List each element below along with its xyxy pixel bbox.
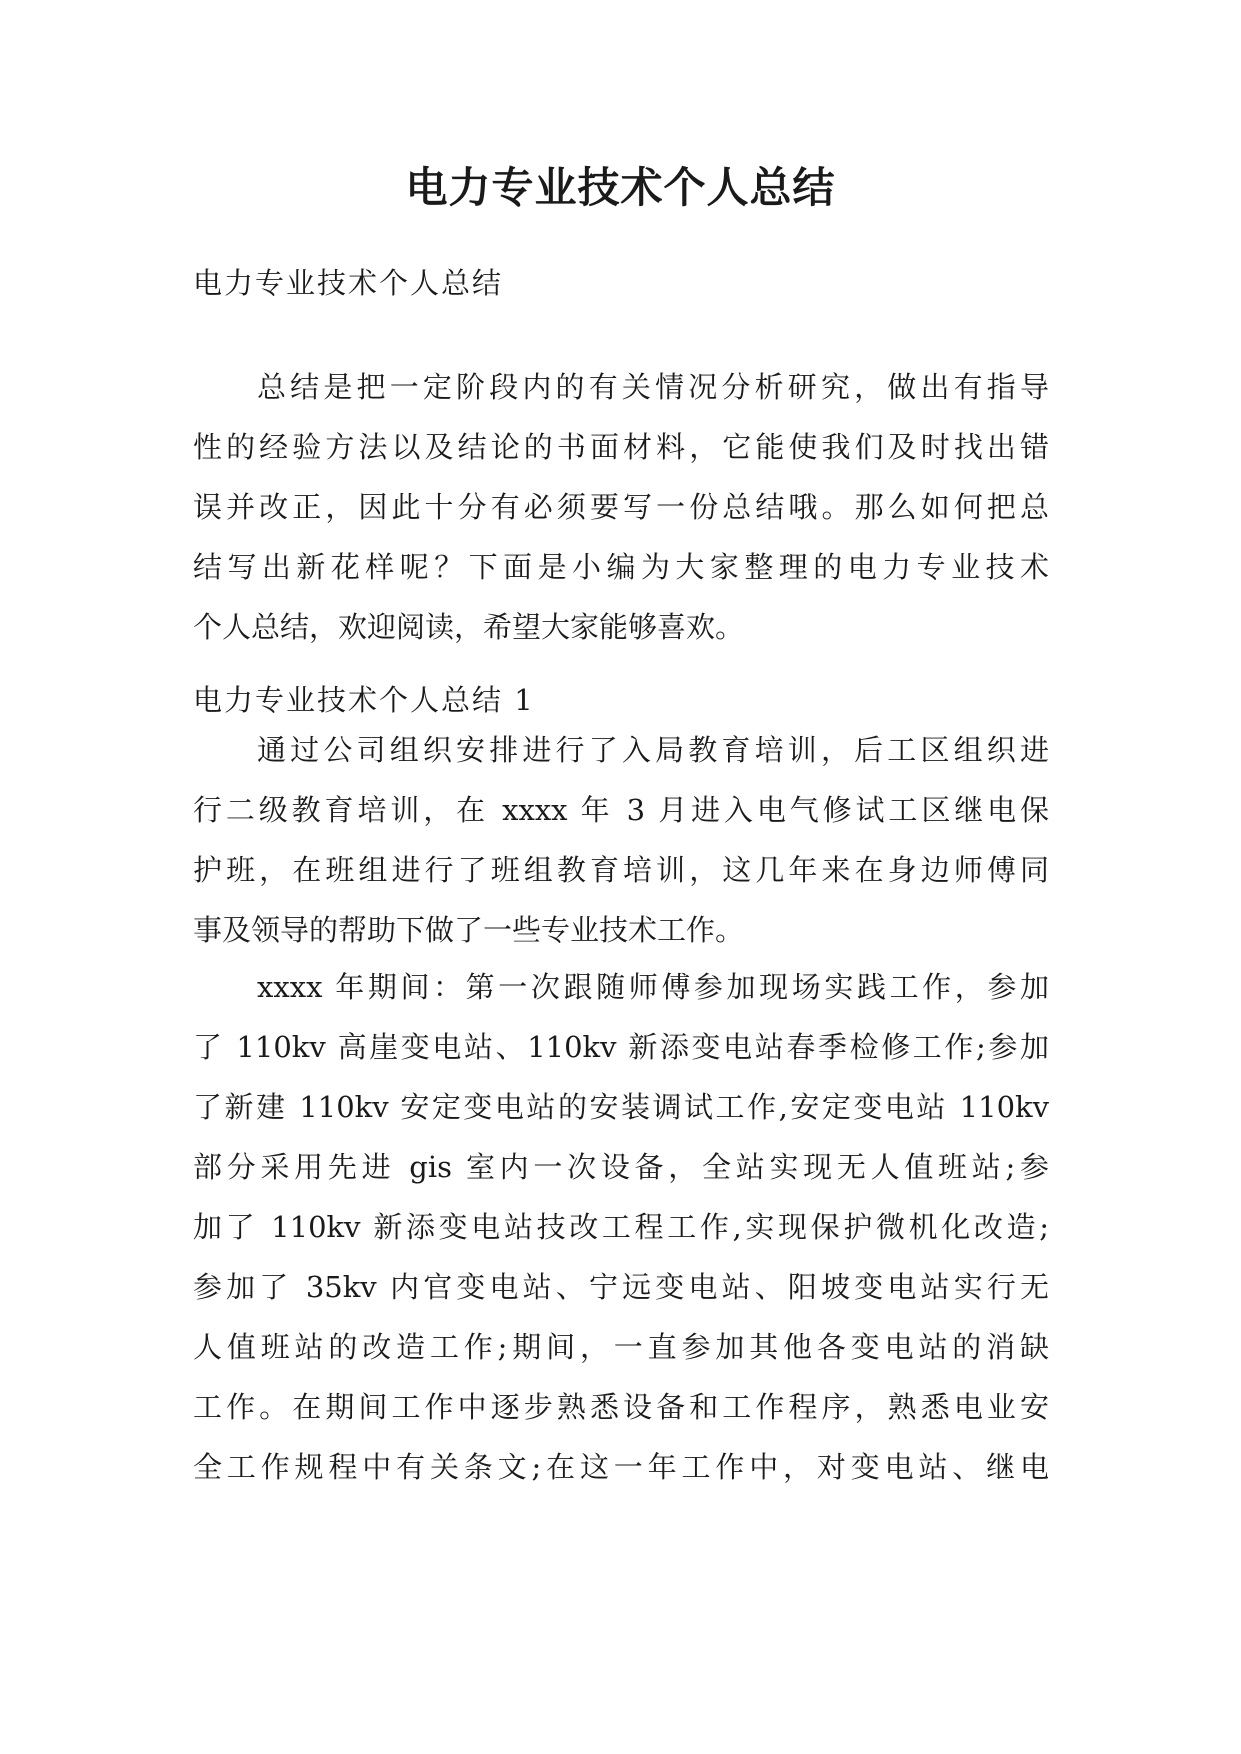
- body-line: 参加了 35kv 内官变电站、宁远变电站、阳坡变电站实行无: [193, 1270, 1049, 1304]
- section1-paragraph-1: [193, 720, 1049, 960]
- body-line: 工作。在期间工作中逐步熟悉设备和工作程序，熟悉电业安: [193, 1390, 1049, 1424]
- intro-line: 个人总结，欢迎阅读，希望大家能够喜欢。: [193, 610, 745, 644]
- body-line: 了 110kv 高崖变电站、110kv 新添变电站春季检修工作;参加: [193, 1030, 1049, 1064]
- section-heading: 电力专业技术个人总结 1: [193, 683, 535, 717]
- body-line: 全工作规程中有关条文;在这一年工作中，对变电站、继电: [193, 1450, 1049, 1484]
- intro-paragraph: [193, 357, 1049, 657]
- intro-line: 误并改正，因此十分有必须要写一份总结哦。那么如何把总: [193, 490, 1049, 524]
- body-line: 部分采用先进 gis 室内一次设备，全站实现无人值班站;参: [193, 1150, 1049, 1184]
- intro-line: 性的经验方法以及结论的书面材料，它能使我们及时找出错: [193, 430, 1049, 464]
- body-line: xxxx 年期间：第一次跟随师傅参加现场实践工作，参加: [257, 970, 1049, 1004]
- intro-line: 总结是把一定阶段内的有关情况分析研究，做出有指导: [257, 370, 1049, 404]
- section1-paragraph-2: [193, 957, 1049, 1497]
- body-line: 行二级教育培训，在 xxxx 年 3 月进入电气修试工区继电保: [193, 793, 1049, 827]
- body-line: 人值班站的改造工作;期间，一直参加其他各变电站的消缺: [193, 1330, 1049, 1364]
- intro-line: 结写出新花样呢？下面是小编为大家整理的电力专业技术: [193, 550, 1049, 584]
- body-line: 了新建 110kv 安定变电站的安装调试工作,安定变电站 110kv: [193, 1090, 1049, 1124]
- document-subtitle: 电力专业技术个人总结: [193, 266, 504, 300]
- body-line: 事及领导的帮助下做了一些专业技术工作。: [193, 913, 745, 947]
- body-line: 护班，在班组进行了班组教育培训，这几年来在身边师傅同: [193, 853, 1049, 887]
- body-line: 加了 110kv 新添变电站技改工程工作,实现保护微机化改造;: [193, 1210, 1049, 1244]
- document-title: 电力专业技术个人总结: [405, 163, 836, 212]
- body-line: 通过公司组织安排进行了入局教育培训，后工区组织进: [257, 733, 1049, 767]
